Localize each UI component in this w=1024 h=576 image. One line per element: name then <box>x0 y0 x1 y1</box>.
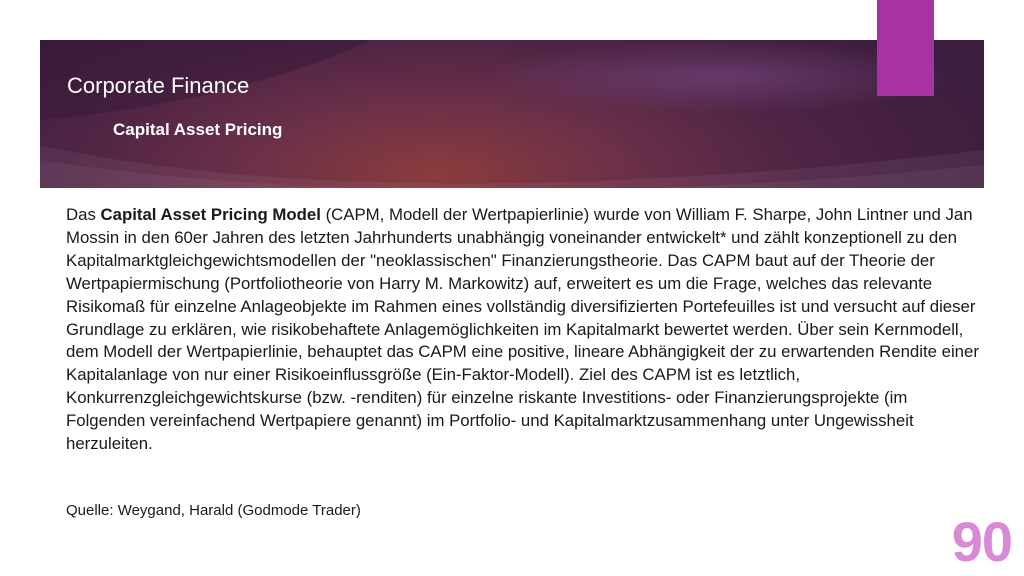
title-banner <box>40 40 984 188</box>
body-prefix: Das <box>66 205 101 224</box>
page-number: 90 <box>951 510 1012 573</box>
body-rest: (CAPM, Modell der Wertpapierlinie) wurde von William F. Sharpe, John Lintner und Jan Mossin in den 60er Jahren des letzten Jahrhunderts unabhängig voneinander entwickelt* und zählt konzeptionell zu den Kapitalmarktgleichgewichtsmodellen der "neoklassischen" Finanzierungstheorie. Das CAPM baut auf der Theorie der Wertpapiermischung (Portfoliotheorie von Harry M. Markowitz) auf, erweitert es um die Frage, welches das relevante Risikomaß für einzelne Anlageobjekte im Rahmen eines vollständig diversifizierten Portefeuilles ist und versucht auf dieser Grundlage zu erklären, wie risikobehaftete Anlagemöglichkeiten im Kapitalmarkt bewertet werden. Über sein Kernmodell, dem Modell der Wertpapierlinie, behauptet das CAPM eine positive, lineare Abhängigkeit der zu erwartenden Rendite einer Kapitalanlage von nur einer Risikoeinflussgröße (Ein-Faktor-Modell). Ziel des CAPM ist es letztlich, Konkurrenzgleichgewichtskurse (bzw. -renditen) für einzelne riskante Investitions- oder Finanzierungsprojekte (im Folgenden vereinfachend Wertpapiere genannt) im Portfolio- und Kapitalmarktzusammenhang unter Ungewissheit herzuleiten. <box>66 205 979 454</box>
accent-tab <box>877 0 934 96</box>
source-citation: Quelle: Weygand, Harald (Godmode Trader) <box>66 502 361 519</box>
slide-subtitle: Capital Asset Pricing <box>113 120 283 139</box>
body-paragraph <box>66 204 986 456</box>
banner-decoration <box>40 40 984 188</box>
body-bold-term: Capital Asset Pricing Model <box>100 205 321 224</box>
slide-title: Corporate Finance <box>67 73 250 98</box>
